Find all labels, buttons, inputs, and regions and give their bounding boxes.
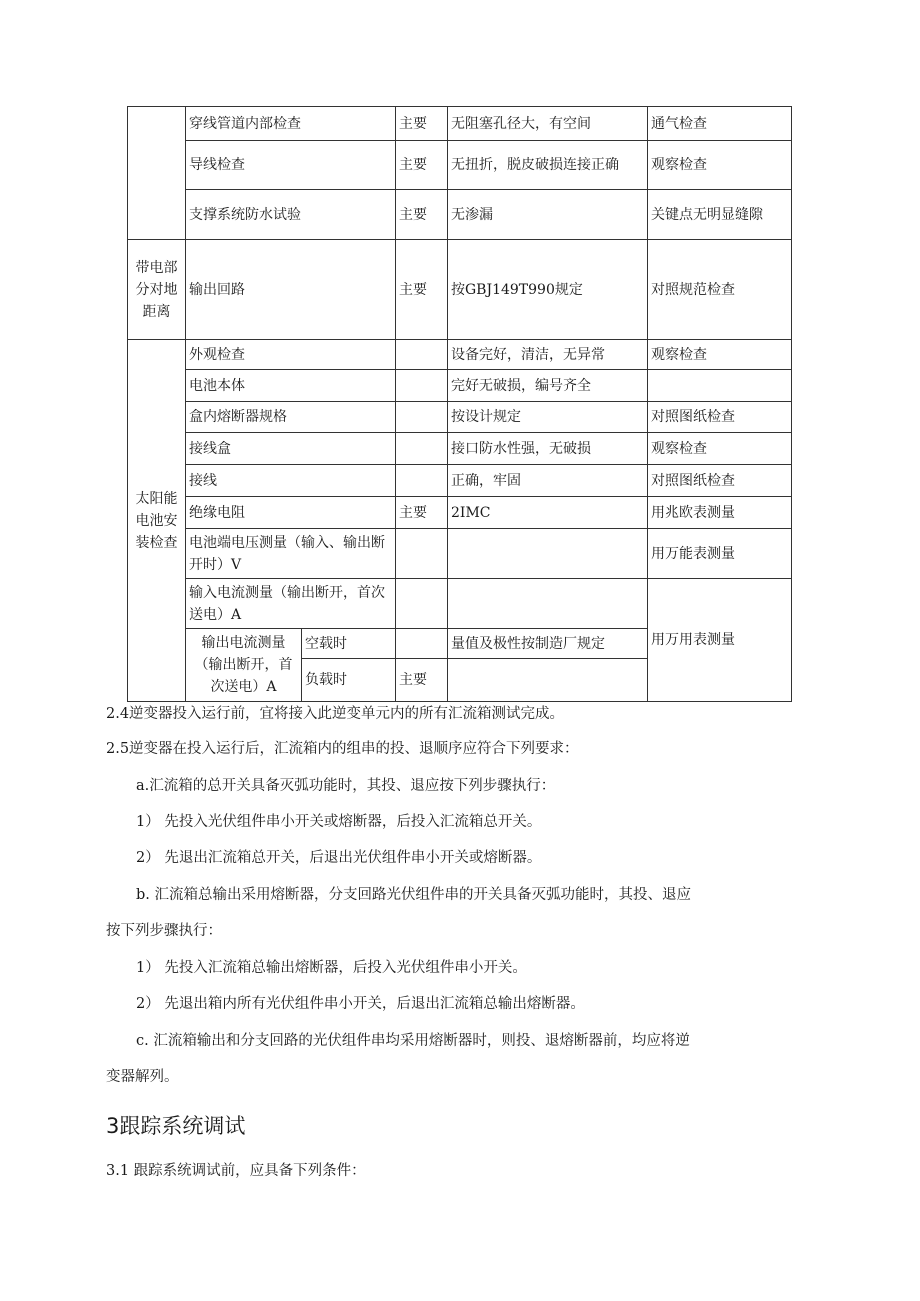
paragraph: 2.4逆变器投入运行前，宜将接入此逆变单元内的所有汇流箱测试完成。: [106, 706, 565, 722]
item-cell: 绝缘电阻: [186, 497, 396, 529]
method-cell: 用兆欧表测量: [648, 497, 792, 529]
method-cell: 用万用表测量: [648, 579, 792, 702]
item-cell: 输入电流测量（输出断开，首次送电）A: [186, 579, 396, 629]
item-cell: 电池本体: [186, 370, 396, 402]
item-cell: 盒内熔断器规格: [186, 402, 396, 433]
item-cell: 电池端电压测量（输入、输出断开时）V: [186, 529, 396, 579]
paragraph: 2.5逆变器在投入运行后，汇流箱内的组串的投、退顺序应符合下列要求：: [106, 741, 579, 757]
table-row: [128, 579, 792, 629]
standard-cell: [448, 659, 648, 702]
level-cell: 主要: [396, 240, 448, 340]
item-cell: 接线: [186, 465, 396, 497]
item-cell: 支撑系统防水试验: [186, 190, 396, 240]
paragraph: 3.1 跟踪系统调试前，应具备下列条件：: [106, 1163, 366, 1179]
paragraph: a.汇流箱的总开关具备灭弧功能时，其投、退应按下列步骤执行：: [136, 778, 556, 794]
category-cell: [128, 107, 186, 240]
standard-cell: 按设计规定: [448, 402, 648, 433]
paragraph: 按下列步骤执行：: [106, 923, 222, 939]
table-row: [128, 107, 792, 141]
table-row: [128, 240, 792, 340]
level-cell: [396, 579, 448, 629]
item-cell: 接线盒: [186, 433, 396, 465]
paragraph: c. 汇流箱输出和分支回路的光伏组件串均采用熔断器时，则投、退熔断器前，均应将逆: [136, 1033, 690, 1049]
paragraph: 1） 先投入汇流箱总输出熔断器，后投入光伏组件串小开关。: [136, 960, 527, 976]
level-cell: 主要: [396, 497, 448, 529]
method-cell: 通气检查: [648, 107, 792, 141]
table-row: [128, 141, 792, 190]
category-cell: 带电部分对地距离: [128, 240, 186, 340]
standard-cell: 量值及极性按制造厂规定: [448, 629, 648, 659]
item-cell: 导线检查: [186, 141, 396, 190]
standard-cell: 2IMC: [448, 497, 648, 529]
method-cell: 对照规范检查: [648, 240, 792, 340]
standard-cell: 正确，牢固: [448, 465, 648, 497]
table-row: [128, 370, 792, 402]
section-heading: 3跟踪系统调试: [106, 1114, 246, 1138]
item-cell: 输出回路: [186, 240, 396, 340]
table-row: [128, 402, 792, 433]
table-row: [128, 497, 792, 529]
level-cell: [396, 529, 448, 579]
level-cell: [396, 340, 448, 370]
level-cell: 主要: [396, 141, 448, 190]
standard-cell: 设备完好，清洁，无异常: [448, 340, 648, 370]
table-row: [128, 190, 792, 240]
level-cell: [396, 433, 448, 465]
method-cell: 用万能表测量: [648, 529, 792, 579]
paragraph: b. 汇流箱总输出采用熔断器，分支回路光伏组件串的开关具备灭弧功能时，其投、退应: [136, 887, 691, 903]
paragraph: 变器解列。: [106, 1069, 179, 1085]
level-cell: 主要: [396, 659, 448, 702]
level-cell: [396, 629, 448, 659]
paragraph: 1） 先投入光伏组件串小开关或熔断器，后投入汇流箱总开关。: [136, 814, 542, 830]
level-cell: [396, 402, 448, 433]
standard-cell: 按GBJ149T990规定: [448, 240, 648, 340]
method-cell: 观察检查: [648, 433, 792, 465]
item-cell: 输出电流测量（输出断开，首次送电）A: [186, 629, 302, 702]
method-cell: 观察检查: [648, 141, 792, 190]
standard-cell: 无扭折，脱皮破损连接正确: [448, 141, 648, 190]
standard-cell: [448, 579, 648, 629]
standard-cell: 完好无破损，编号齐全: [448, 370, 648, 402]
category-cell: 太阳能电池安装检查: [128, 340, 186, 702]
item-cell: 穿线管道内部检查: [186, 107, 396, 141]
table-row: [128, 529, 792, 579]
method-cell: 对照图纸检查: [648, 402, 792, 433]
sub-item-cell: 负载时: [302, 659, 396, 702]
method-cell: 关键点无明显缝隙: [648, 190, 792, 240]
inspection-table: [127, 106, 792, 702]
level-cell: 主要: [396, 107, 448, 141]
method-cell: [648, 370, 792, 402]
table-row: [128, 433, 792, 465]
level-cell: [396, 370, 448, 402]
standard-cell: 无阻塞孔径大，有空间: [448, 107, 648, 141]
standard-cell: 接口防水性强，无破损: [448, 433, 648, 465]
method-cell: 观察检查: [648, 340, 792, 370]
paragraph: 2） 先退出汇流箱总开关，后退出光伏组件串小开关或熔断器。: [136, 850, 542, 866]
item-cell: 外观检查: [186, 340, 396, 370]
standard-cell: [448, 529, 648, 579]
method-cell: 对照图纸检查: [648, 465, 792, 497]
level-cell: 主要: [396, 190, 448, 240]
level-cell: [396, 465, 448, 497]
paragraph: 2） 先退出箱内所有光伏组件串小开关，后退出汇流箱总输出熔断器。: [136, 996, 585, 1012]
table-row: [128, 465, 792, 497]
sub-item-cell: 空载时: [302, 629, 396, 659]
table-row: [128, 340, 792, 370]
standard-cell: 无渗漏: [448, 190, 648, 240]
